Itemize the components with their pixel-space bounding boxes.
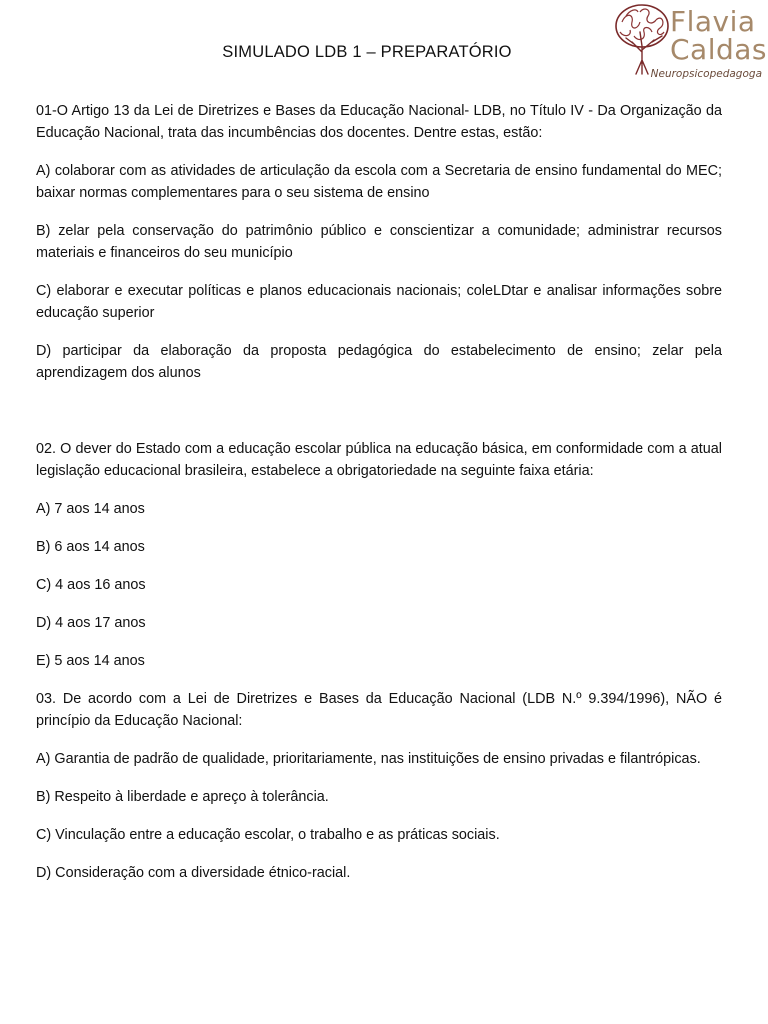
question-3-statement: 03. De acordo com a Lei de Diretrizes e Bases da Educação Nacional (LDB N.º 9.394/1996), NÃO é princípio da Educação Nacional: [36, 691, 722, 729]
question-1-option-c: C) elaborar e executar políticas e planos educacionais nacionais; coleLDtar e analisar informações sobre educação superior [36, 283, 722, 321]
logo-subtitle: Neuropsicopedagoga [650, 68, 762, 80]
question-1-option-a: A) colaborar com as atividades de articulação da escola com a Secretaria de ensino fundamental do MEC; baixar normas complementares para o seu sistema de ensino [36, 163, 722, 201]
question-1-statement: 01-O Artigo 13 da Lei de Diretrizes e Bases da Educação Nacional- LDB, no Título IV - Da Organização da Educação Nacional, trata das incumbências dos docentes. Dentre estas, estão: [36, 103, 722, 141]
question-3-option-a: A) Garantia de padrão de qualidade, prioritariamente, nas instituições de ensino privadas e filantrópicas. [36, 751, 701, 767]
page-title: SIMULADO LDB 1 – PREPARATÓRIO [222, 43, 512, 61]
question-3-option-d: D) Consideração com a diversidade étnico-racial. [36, 865, 351, 881]
question-3-option-c: C) Vinculação entre a educação escolar, o trabalho e as práticas sociais. [36, 827, 500, 843]
logo-last-name: Caldas [670, 33, 768, 66]
question-2-option-d: D) 4 aos 17 anos [36, 615, 146, 631]
question-1-option-b: B) zelar pela conservação do patrimônio público e conscientizar a comunidade; administrar recursos materiais e financeiros do seu município [36, 223, 722, 261]
brain-tree-icon [612, 2, 676, 76]
logo-first-name: Flavia [670, 5, 756, 38]
question-2-option-e: E) 5 aos 14 anos [36, 653, 145, 669]
question-2-statement: 02. O dever do Estado com a educação escolar pública na educação básica, em conformidade com a atual legislação educacional brasileira, estabelece a obrigatoriedade na seguinte faixa etária: [36, 441, 722, 479]
question-2-option-c: C) 4 aos 16 anos [36, 577, 146, 593]
questions-list [36, 100, 722, 884]
question-3-option-b: B) Respeito à liberdade e apreço à tolerância. [36, 789, 329, 805]
question-2-option-a: A) 7 aos 14 anos [36, 501, 145, 517]
question-1-option-d: D) participar da elaboração da proposta pedagógica do estabelecimento de ensino; zelar pela aprendizagem dos alunos [36, 343, 722, 381]
question-2-option-b: B) 6 aos 14 anos [36, 539, 145, 555]
